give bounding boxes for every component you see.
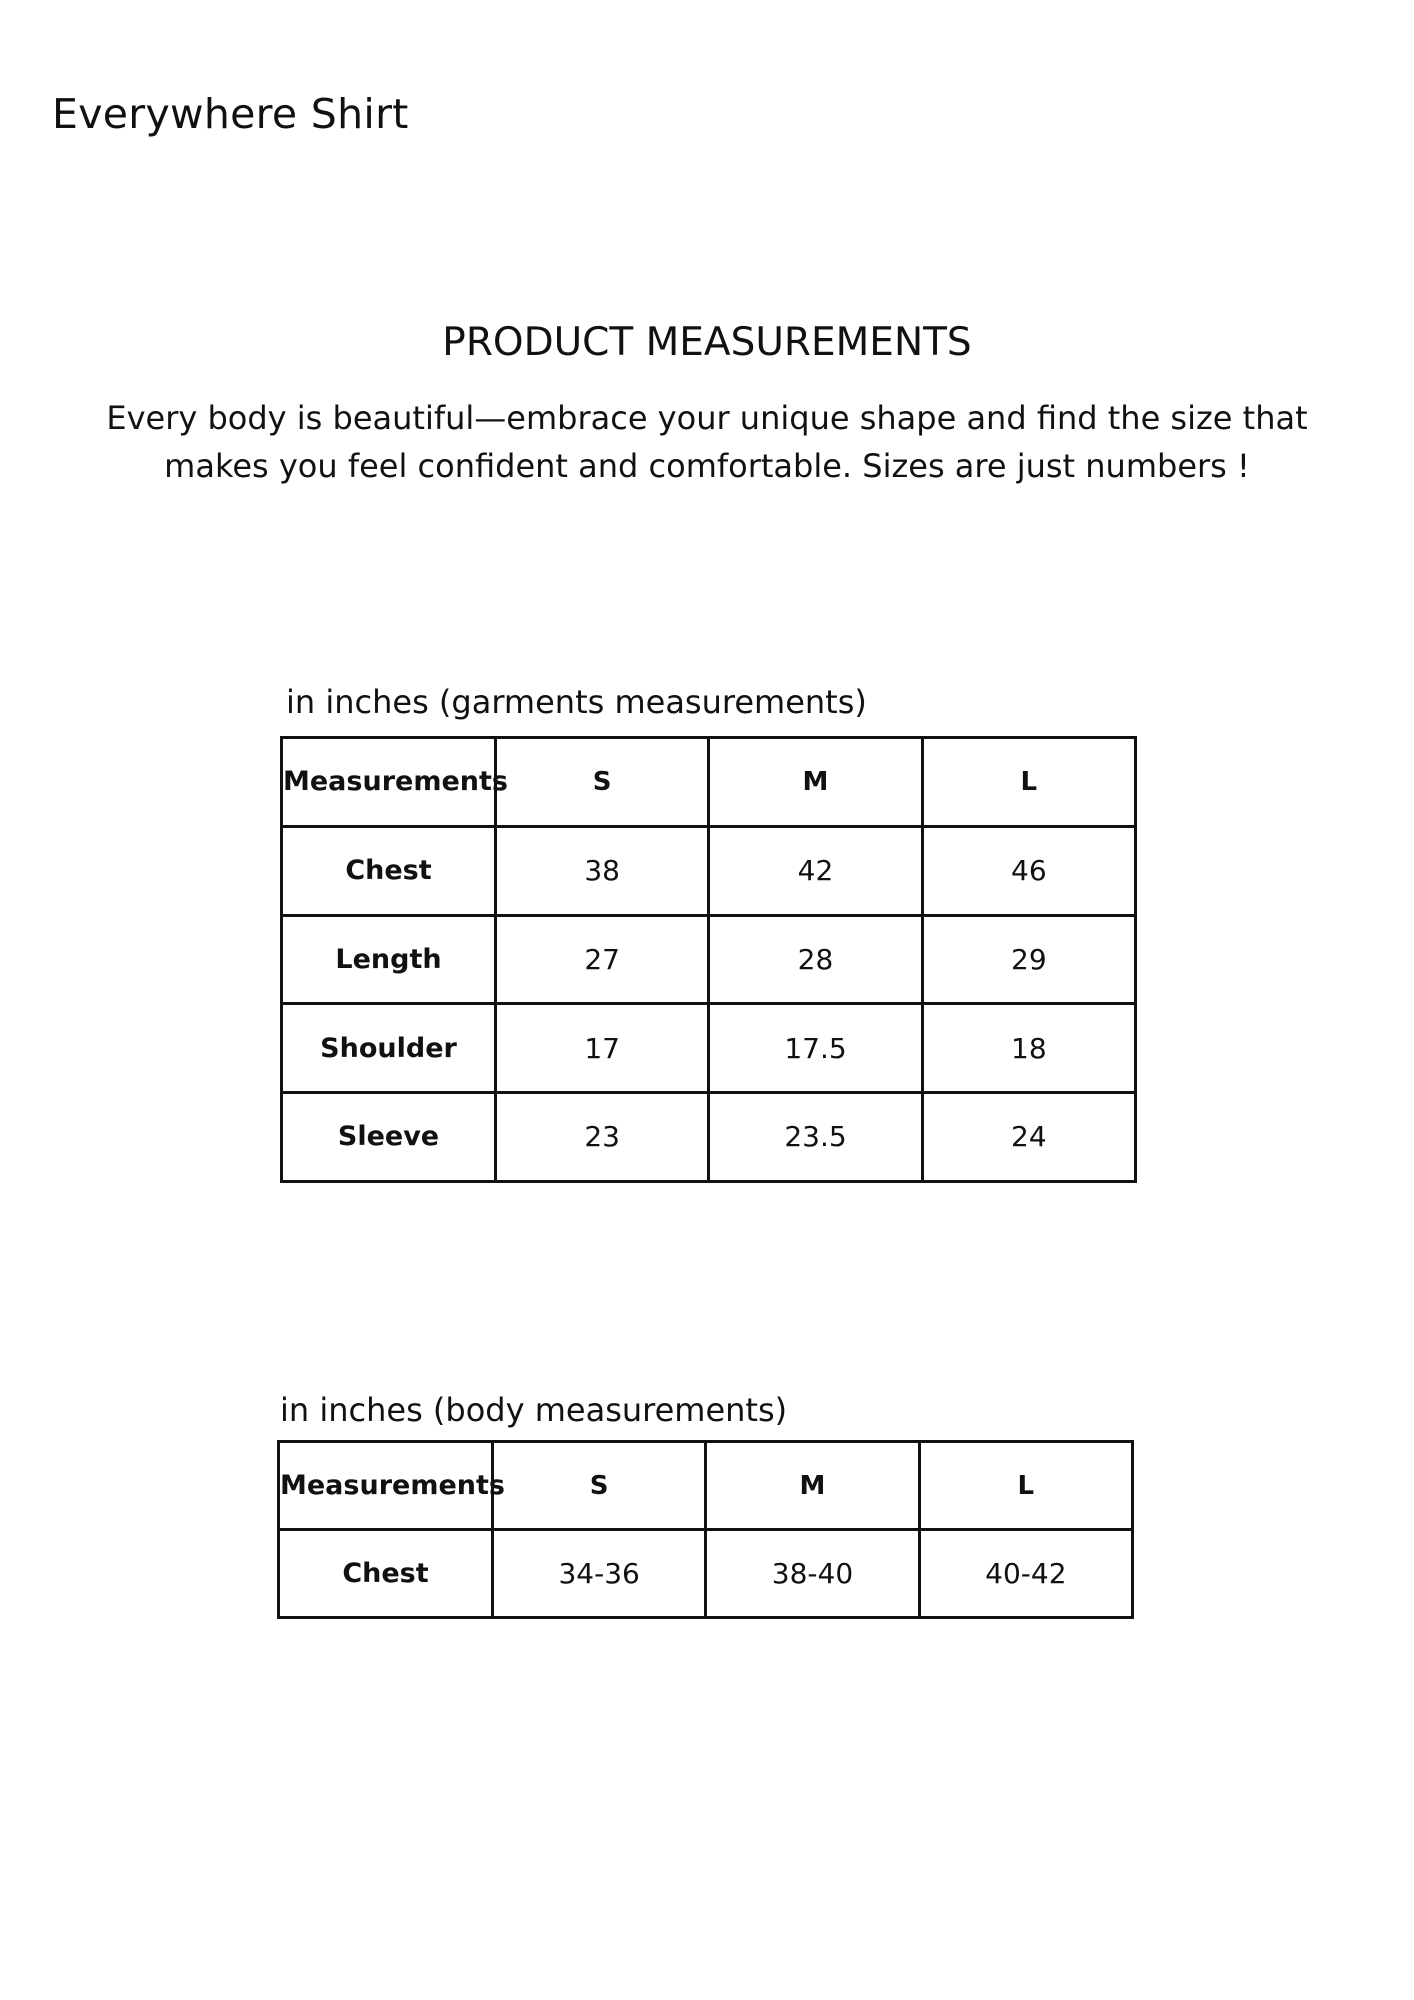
header-measurements: Measurements	[279, 1442, 493, 1530]
row-label-shoulder: Shoulder	[282, 1004, 496, 1093]
body-table-caption: in inches (body measurements)	[280, 1391, 788, 1429]
table-row	[282, 1093, 1136, 1182]
table-row	[279, 1530, 1133, 1618]
row-label-chest: Chest	[279, 1530, 493, 1618]
row-label-chest: Chest	[282, 826, 496, 915]
header-size-l: L	[919, 1442, 1132, 1530]
table-row	[282, 1004, 1136, 1093]
table-cell: 23	[496, 1093, 709, 1182]
product-name: Everywhere Shirt	[52, 90, 409, 138]
garment-measurements-table	[280, 736, 1137, 1183]
table-cell: 42	[709, 826, 922, 915]
table-header-row	[279, 1442, 1133, 1530]
table-cell: 23.5	[709, 1093, 922, 1182]
table-header-row	[282, 738, 1136, 827]
table-cell: 27	[496, 915, 709, 1004]
table-row	[282, 915, 1136, 1004]
body-measurements-table	[277, 1440, 1134, 1619]
row-label-length: Length	[282, 915, 496, 1004]
header-measurements: Measurements	[282, 738, 496, 827]
garment-table-caption: in inches (garments measurements)	[286, 683, 867, 721]
intro-line-2: makes you feel confident and comfortable. Sizes are just numbers !	[164, 447, 1250, 485]
header-size-l: L	[922, 738, 1135, 827]
row-label-sleeve: Sleeve	[282, 1093, 496, 1182]
table-row	[282, 826, 1136, 915]
table-cell: 17	[496, 1004, 709, 1093]
header-size-s: S	[493, 1442, 706, 1530]
table-cell: 17.5	[709, 1004, 922, 1093]
table-cell: 34-36	[493, 1530, 706, 1618]
table-cell: 24	[922, 1093, 1135, 1182]
table-cell: 38	[496, 826, 709, 915]
table-cell: 18	[922, 1004, 1135, 1093]
header-size-m: M	[706, 1442, 919, 1530]
table-cell: 29	[922, 915, 1135, 1004]
intro-text	[100, 394, 1314, 490]
header-size-s: S	[496, 738, 709, 827]
table-cell: 46	[922, 826, 1135, 915]
section-title: PRODUCT MEASUREMENTS	[442, 320, 972, 365]
table-cell: 28	[709, 915, 922, 1004]
table-cell: 38-40	[706, 1530, 919, 1618]
intro-line-1: Every body is beautiful—embrace your unique shape and find the size that	[106, 399, 1308, 437]
table-cell: 40-42	[919, 1530, 1132, 1618]
header-size-m: M	[709, 738, 922, 827]
